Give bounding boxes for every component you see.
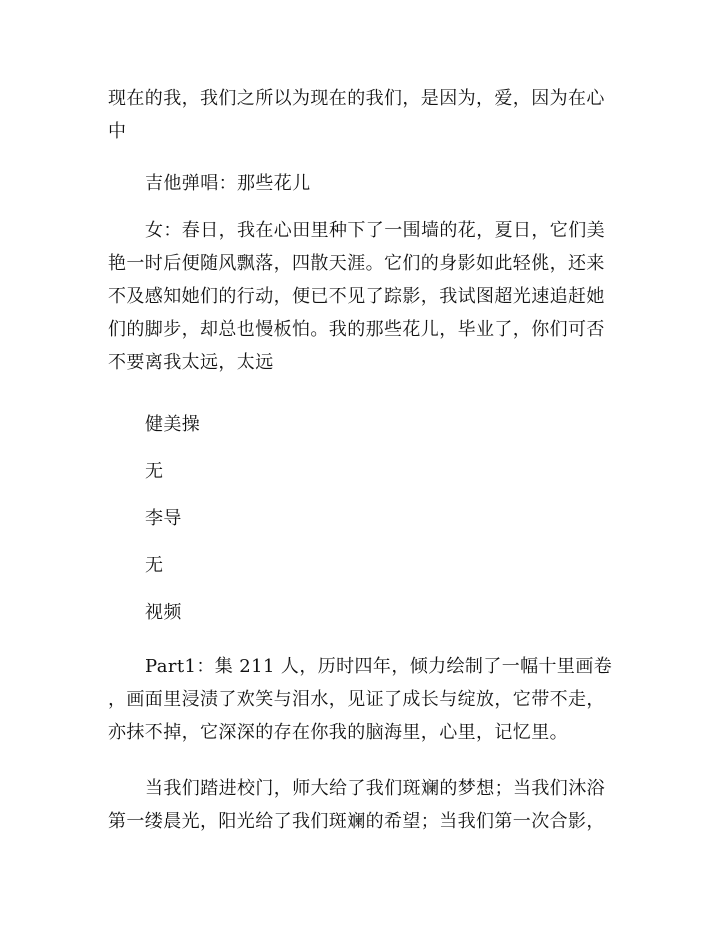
- text-line: 亦抹不掉，它深深的存在你我的脑海里，心里，记忆里。: [108, 722, 568, 743]
- text-line: 视频: [145, 602, 182, 623]
- text-line: 吉他弹唱：那些花儿: [145, 173, 311, 194]
- paragraph-director-li: [108, 502, 612, 535]
- paragraph-none-1: [108, 455, 612, 488]
- text-line: 艳一时后便随风飘落，四散天涯。它们的身影如此轻佻，还来: [108, 253, 605, 274]
- paragraph-video: [108, 596, 612, 629]
- text-line: 不及感知她们的行动，便已不见了踪影，我试图超光速追赶她: [108, 286, 605, 307]
- paragraph-female-voice: [108, 214, 612, 379]
- text-line: 无: [145, 461, 164, 482]
- paragraph-none-2: [108, 549, 612, 582]
- text-line: 无: [145, 555, 164, 576]
- text-line: 女：春日，我在心田里种下了一围墙的花，夏日，它们美: [145, 220, 605, 241]
- text-line: 第一缕晨光，阳光给了我们斑斓的希望；当我们第一次合影，: [108, 811, 605, 832]
- text-line: 健美操: [145, 414, 201, 435]
- text-line: 李导: [145, 508, 182, 529]
- text-line: 当我们踏进校门，师大给了我们斑斓的梦想；当我们沐浴: [145, 778, 605, 799]
- text-line: 现在的我，我们之所以为现在的我们，是因为，爱，因为在心: [108, 88, 605, 109]
- text-line: 不要离我太远，太远: [108, 352, 274, 373]
- paragraph-entering-school: [108, 772, 612, 838]
- text-line: 们的脚步，却总也慢板怕。我的那些花儿，毕业了，你们可否: [108, 319, 605, 340]
- paragraph-part1: [108, 650, 612, 749]
- paragraph-aerobics: [108, 408, 612, 441]
- text-line: Part1：集 211 人，历时四年，倾力绘制了一幅十里画卷: [145, 656, 613, 677]
- text-line: ，画面里浸渍了欢笑与泪水，见证了成长与绽放，它带不走，: [108, 689, 605, 710]
- paragraph-guitar-title: [108, 167, 612, 200]
- text-line: 中: [108, 121, 127, 142]
- paragraph-intro: [108, 82, 612, 148]
